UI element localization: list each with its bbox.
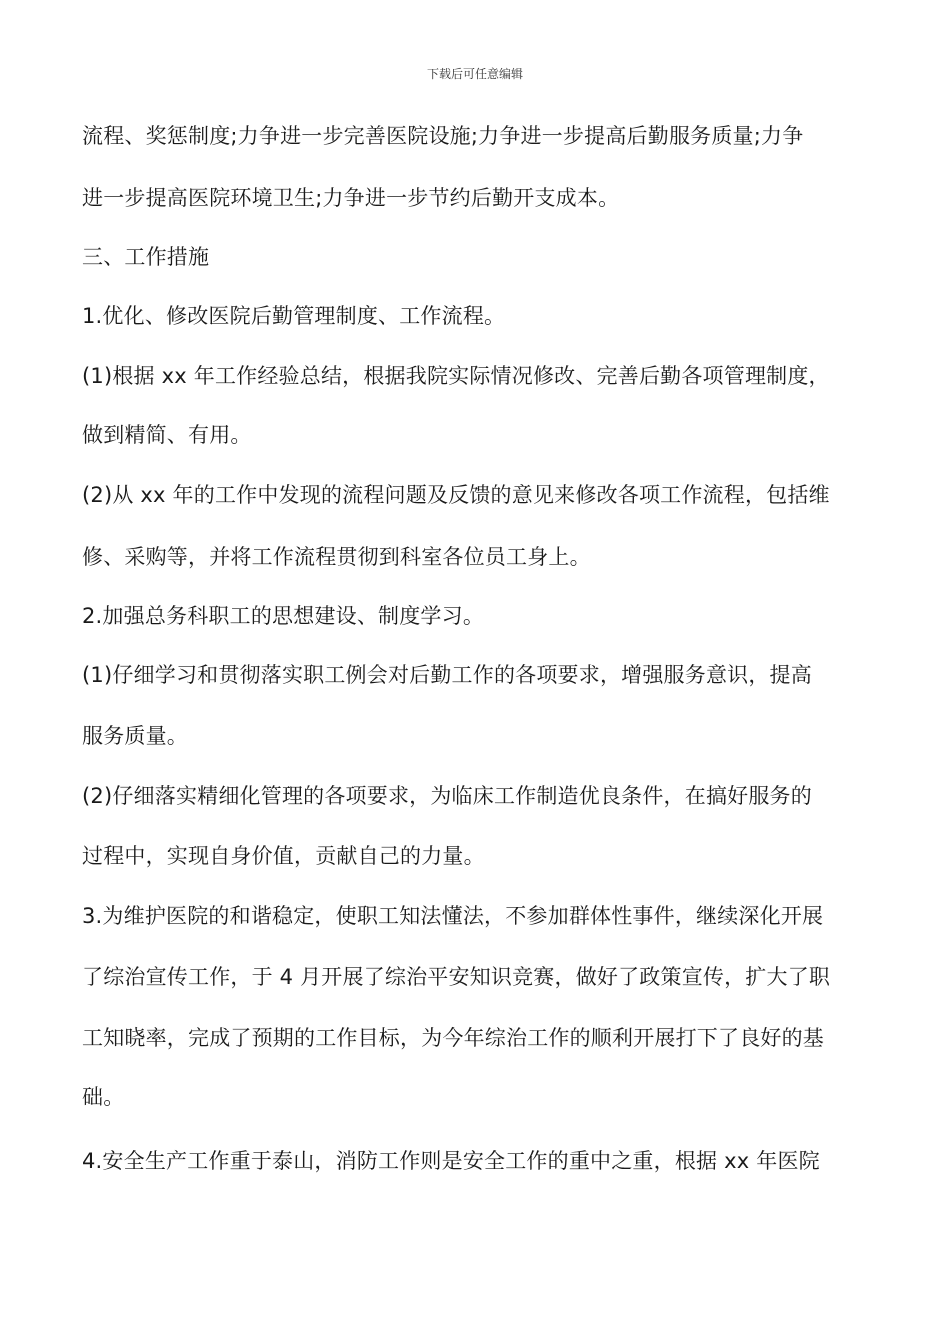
- text-line: 了综治宣传工作，于 4 月开展了综治平安知识竞赛，做好了政策宣传，扩大了职: [82, 965, 831, 989]
- text-line: 服务质量。: [82, 724, 188, 748]
- text-line: 进一步提高医院环境卫生;力争进一步节约后勤开支成本。: [82, 186, 620, 210]
- text-line: 流程、奖惩制度;力争进一步完善医院设施;力争进一步提高后勤服务质量;力争: [82, 124, 804, 148]
- page-header: 下载后可任意编辑: [426, 67, 523, 81]
- section-heading: 三、工作措施: [82, 245, 210, 269]
- text-line: 过程中，实现自身价值，贡献自己的力量。: [82, 844, 485, 868]
- text-line: (2)仔细落实精细化管理的各项要求，为临床工作制造优良条件，在搞好服务的: [82, 784, 812, 808]
- text-line: (2)从 xx 年的工作中发现的流程问题及反馈的意见来修改各项工作流程，包括维: [82, 483, 830, 507]
- text-line: (1)根据 xx 年工作经验总结，根据我院实际情况修改、完善后勤各项管理制度，: [82, 364, 830, 388]
- text-line: 4.安全生产工作重于泰山，消防工作则是安全工作的重中之重，根据 xx 年医院: [82, 1149, 820, 1173]
- text-line: (1)仔细学习和贯彻落实职工例会对后勤工作的各项要求，增强服务意识，提高: [82, 663, 812, 687]
- text-line: 做到精简、有用。: [82, 423, 252, 447]
- text-line: 1.优化、修改医院后勤管理制度、工作流程。: [82, 304, 506, 328]
- text-line: 3.为维护医院的和谐稳定，使职工知法懂法，不参加群体性事件，继续深化开展: [82, 904, 824, 928]
- text-line: 工知晓率，完成了预期的工作目标，为今年综治工作的顺利开展打下了良好的基: [82, 1026, 824, 1050]
- text-line: 2.加强总务科职工的思想建设、制度学习。: [82, 604, 485, 628]
- text-line: 础。: [82, 1085, 125, 1109]
- text-line: 修、采购等，并将工作流程贯彻到科室各位员工身上。: [82, 545, 591, 569]
